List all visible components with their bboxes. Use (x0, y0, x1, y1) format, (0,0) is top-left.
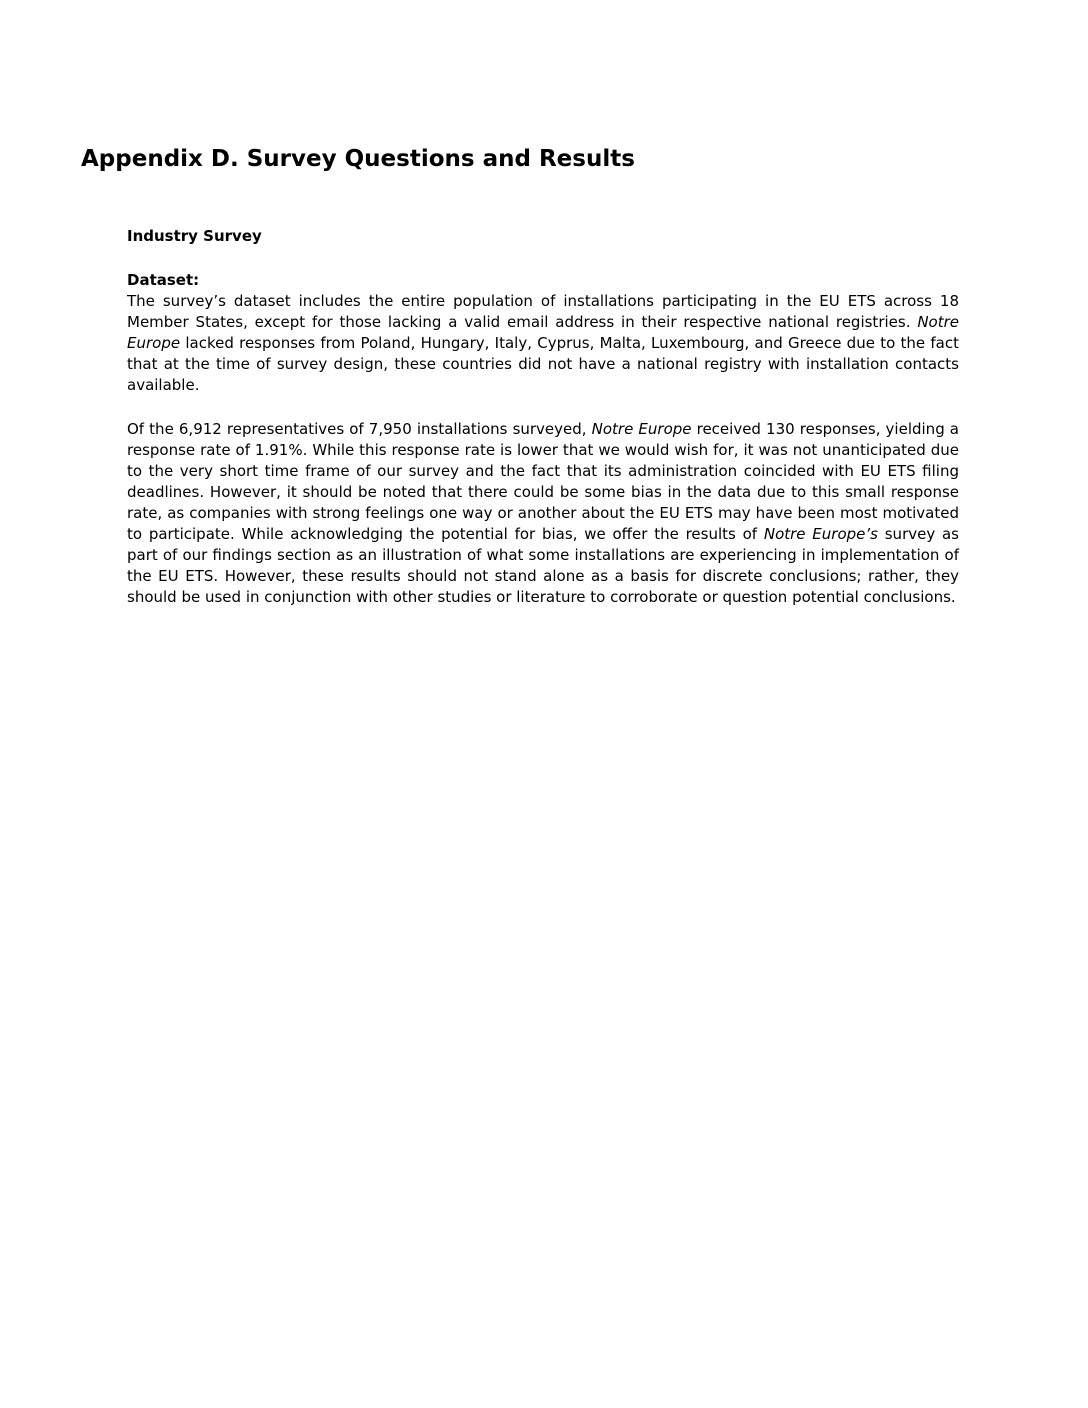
text-run: Appendix D. (81, 146, 239, 173)
text-run: The survey’s dataset includes the entire population of installations participating in the EU ETS across 18 Member States, except for those lacking a valid email address in their respective national registries. (127, 292, 959, 331)
dataset-heading: Dataset: (127, 271, 200, 289)
text-run: Notre Europe (591, 420, 692, 438)
text-run: survey as part of our findings section as an illustration of what some installations are experiencing in implementation of the EU ETS. However, these results should not stand alone as a basis for discrete conclusions; rather, they should be used in conjunction with other studies or literature to corroborate or question potential conclusions. (127, 525, 959, 606)
text-run: lacked responses from Poland, Hungary, Italy, Cyprus, Malta, Luxembourg, and Greece due to the fact that at the time of survey design, these countries did not have a national registry with installation contacts available. (127, 334, 959, 394)
dataset-paragraph-1 (127, 291, 959, 396)
industry-survey-heading: Industry Survey (127, 227, 262, 245)
document-body (127, 226, 959, 608)
text-run: Notre Europe (127, 313, 959, 352)
text-run: received 130 responses, yielding a response rate of 1.91%. While this response rate is lower that we would wish for, it was not unanticipated due to the very short time frame of our survey and the fact that its administration coincided with EU ETS filing deadlines. However, it should be noted that there could be some bias in the data due to this small response rate, as companies with strong feelings one way or another about the EU ETS may have been most motivated to participate. While acknowledging the potential for bias, we offer the results of (127, 420, 959, 543)
text-run: Notre Europe’s (763, 525, 878, 543)
page-title (81, 145, 635, 173)
dataset-paragraph-2 (127, 419, 959, 608)
text-run: Of the 6,912 representatives of 7,950 installations surveyed, (127, 420, 592, 438)
text-run: Survey Questions and Results (238, 146, 635, 173)
